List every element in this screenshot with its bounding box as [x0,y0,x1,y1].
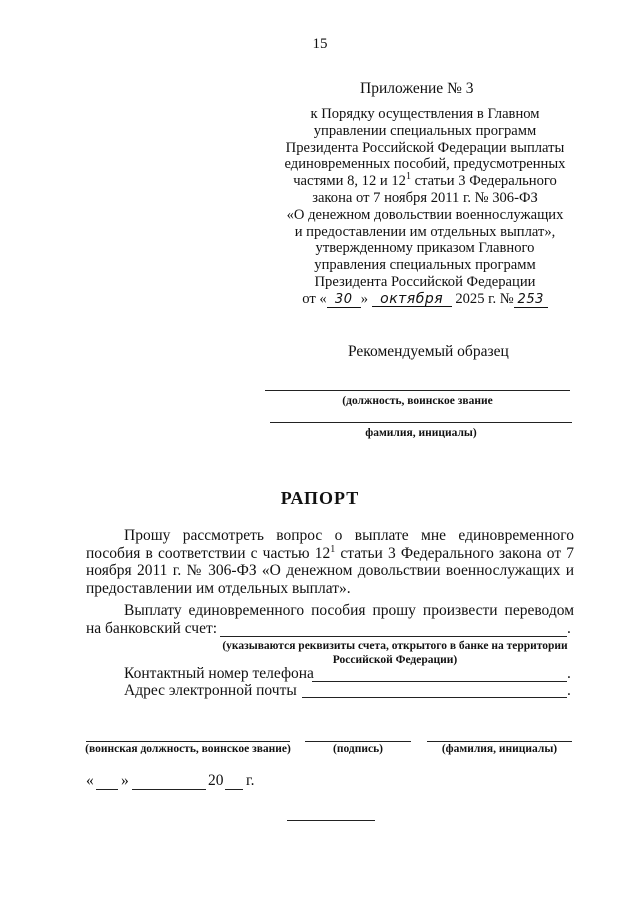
transfer-request-line: Выплату единовременного пособия прошу произвести переводом [124,602,574,619]
appendix-line: и предоставлении им отдельных выплат», [294,223,556,240]
appendix-date-line [270,291,580,309]
footer-date-day-field[interactable] [96,789,118,790]
phone-period: . [567,665,571,682]
appendix-line: единовременных пособий, предусмотренных [284,156,566,173]
date-mid: » [360,290,368,307]
footer-date-close-quote: » [121,772,129,789]
email-label: Адрес электронной почты [124,682,297,699]
appendix-line: утвержденному приказом Главного [315,240,535,257]
report-paragraph-1 [86,527,574,597]
footer-date-year-suffix: г. [246,772,255,789]
bank-account-period: . [567,620,571,637]
bank-account-label: на банковский счет: [86,620,218,637]
appendix-line: «О денежном довольствии военнослужащих [286,206,564,223]
report-title: РАПОРТ [280,488,360,508]
name-line[interactable] [270,422,572,423]
appendix-line: управления специальных программ [314,257,536,274]
appendix-line-part: частями 8, 12 и 12 [293,173,406,190]
position-line[interactable] [265,390,570,391]
email-field[interactable] [302,697,567,698]
appendix-superscript: 1 [405,171,411,183]
report-superscript: 1 [330,543,336,555]
footer-date-month-field[interactable] [132,789,206,790]
bank-account-field[interactable] [220,636,567,637]
appendix-title: Приложение № 3 [360,80,474,97]
footer-date-open-quote: « [86,772,94,789]
closing-divider [287,820,375,821]
appendix-line: закона от 7 ноября 2011 г. № 306-ФЗ [312,189,538,206]
footer-date-year-field[interactable] [225,789,243,790]
position-caption: (должность, воинское звание [342,395,493,407]
bank-account-caption-1: (указываются реквизиты счета, открытого в банке на территории [222,640,568,652]
appendix-line: Президента Российской Федерации [314,273,536,290]
signature-position-line[interactable] [86,741,290,742]
bank-account-caption-2: Российской Федерации) [332,654,458,666]
report-text: статьи 3 Федерального закона от 7 ноября 2011 г. № 306-ФЗ «О денежном довольствии военнослужащих и предоставлении им отдельных выплат». [86,544,574,597]
appendix-line: Президента Российской Федерации выплаты [285,139,565,156]
footer-date-year-prefix: 20 [208,772,224,789]
phone-label: Контактный номер телефона [124,665,314,682]
signature-position-caption: (воинская должность, воинское звание) [85,743,291,755]
sample-label: Рекомендуемый образец [348,343,509,360]
appendix-line [270,173,580,190]
signature-name-line[interactable] [427,741,572,742]
name-caption: фамилия, инициалы) [365,427,477,439]
appendix-line: управлении специальных программ [313,122,537,139]
signature-caption: (подпись) [333,743,383,755]
appendix-line-part: статьи 3 Федерального [410,173,557,190]
date-prefix: от « [302,290,327,307]
date-year: 2025 г. № [455,290,514,307]
handwritten-order-number: 253 [514,292,548,309]
handwritten-month: октября [372,291,452,308]
signature-line[interactable] [305,741,411,742]
email-period: . [567,682,571,699]
report-text: Прошу рассмотреть вопрос о выплате мне единовременного пособия в соответствии с частью 12 [86,527,574,562]
page-number: 15 [312,36,328,52]
appendix-line: к Порядку осуществления в Главном [310,106,540,122]
signature-name-caption: (фамилия, инициалы) [441,743,558,755]
appendix-body [270,106,580,309]
phone-field[interactable] [312,681,567,682]
handwritten-day: 30 [327,292,361,309]
